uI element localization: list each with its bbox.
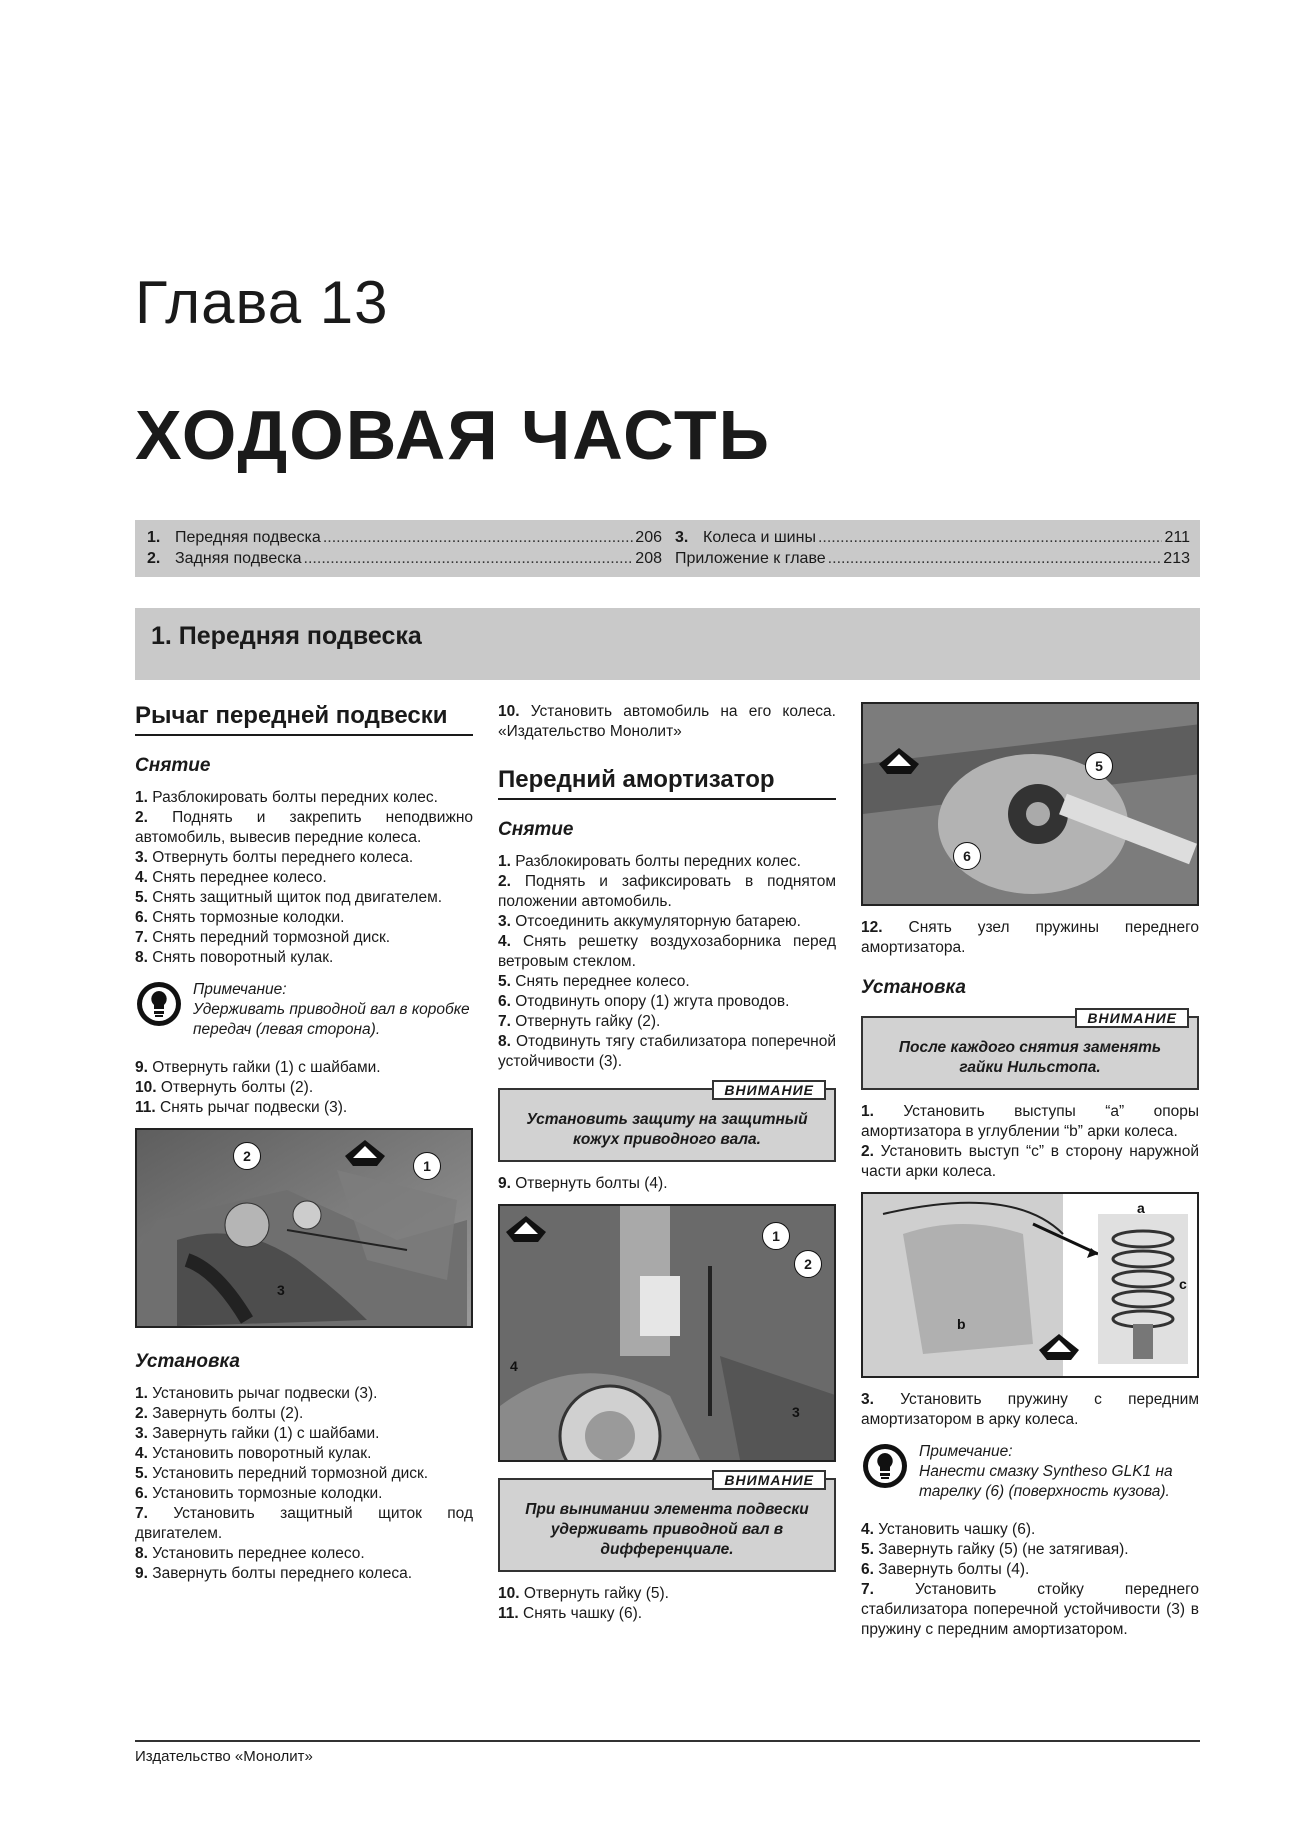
step-item xyxy=(135,848,473,868)
step-number: 5. xyxy=(498,973,511,990)
step-number: 2. xyxy=(861,1143,874,1160)
callout-1: 1 xyxy=(413,1152,441,1180)
installation-steps-continued xyxy=(861,1520,1199,1640)
toc-item-page: 213 xyxy=(1163,550,1190,567)
step-number: 6. xyxy=(135,1485,148,1502)
warning-text: При вынимании элемента подвески удерживать приводной вал в дифференциале. xyxy=(525,1501,809,1558)
note-text xyxy=(919,1442,1199,1502)
step-item xyxy=(135,1444,473,1464)
step-number: 5. xyxy=(861,1541,874,1558)
warning-text: Установить защиту на защитный кожух приводного вала. xyxy=(526,1111,808,1148)
note-body: Нанести смазку Syntheso GLK1 на тарелку (6) (поверхность кузова). xyxy=(919,1463,1173,1500)
step-number: 2. xyxy=(135,1405,148,1422)
subsection-heading: Передний амортизатор xyxy=(498,766,836,800)
callout-5: 5 xyxy=(1085,752,1113,780)
step-item xyxy=(498,972,836,992)
toc-item-page: 211 xyxy=(1164,529,1190,546)
step-text: Установить пружину с передним амортизатором в арку колеса. xyxy=(861,1391,1199,1428)
step-item xyxy=(861,1560,1199,1580)
step-text: Снять узел пружины переднего амортизатора. xyxy=(861,919,1199,956)
step-text: Поднять и закрепить неподвижно автомобиль, вывесив передние колеса. xyxy=(135,809,473,846)
step-text: Снять передний тормозной диск. xyxy=(152,929,391,946)
toc-item-number: 1. xyxy=(147,529,161,546)
subsection-heading: Рычаг передней подвески xyxy=(135,702,473,736)
step-text: Снять чашку (6). xyxy=(523,1605,643,1622)
chapter-number: Глава 13 xyxy=(135,269,389,336)
suspension-arm-photo xyxy=(135,1128,473,1328)
step-item xyxy=(135,788,473,808)
toc-column-left xyxy=(147,527,662,569)
callout-4: 4 xyxy=(510,1358,518,1374)
step-number: 5. xyxy=(135,1465,148,1482)
step-item xyxy=(498,1584,836,1604)
step-text: Установить стойку переднего стабилизатора поперечной устойчивости (3) в пружину с передним амортизатором. xyxy=(861,1581,1199,1638)
publisher-footer: Издательство «Монолит» xyxy=(135,1748,313,1765)
step-text: Снять поворотный кулак. xyxy=(152,949,334,966)
step-number: 5. xyxy=(135,889,148,906)
step-item xyxy=(135,1424,473,1444)
step-item xyxy=(135,868,473,888)
column-3 xyxy=(861,702,1199,1640)
step-number: 7. xyxy=(861,1581,874,1598)
photo-placeholder xyxy=(863,704,1199,904)
callout-6: 6 xyxy=(953,842,981,870)
step-number: 8. xyxy=(135,949,148,966)
note-label: Примечание: xyxy=(193,981,287,998)
warning-tag: ВНИМАНИЕ xyxy=(712,1080,826,1100)
step-number: 4. xyxy=(861,1521,874,1538)
step-number: 6. xyxy=(861,1561,874,1578)
step-item xyxy=(861,1102,1199,1142)
step-item xyxy=(135,1078,473,1098)
toc-leader xyxy=(818,527,1163,548)
step-item xyxy=(498,1032,836,1072)
toc-item[interactable] xyxy=(147,527,662,548)
step-text: Завернуть болты (2). xyxy=(152,1405,304,1422)
removal-steps-continued xyxy=(135,1058,473,1118)
step-text: Снять рычаг подвески (3). xyxy=(160,1099,348,1116)
toc-leader xyxy=(304,548,634,569)
section-title: 1. Передняя подвеска xyxy=(151,622,422,650)
step-item xyxy=(135,948,473,968)
step-item xyxy=(135,1484,473,1504)
installation-heading: Установка xyxy=(861,977,966,998)
step-number: 9. xyxy=(135,1059,148,1076)
photo-placeholder xyxy=(863,1194,1199,1376)
step-item xyxy=(498,932,836,972)
step-number: 3. xyxy=(498,913,511,930)
step-number: 2. xyxy=(498,873,511,890)
step-number: 10. xyxy=(498,1585,520,1602)
removal-steps-end xyxy=(498,1584,836,1624)
step-text: Завернуть гайку (5) (не затягивая). xyxy=(878,1541,1129,1558)
step-item xyxy=(861,1390,1199,1430)
step-number: 1. xyxy=(135,789,148,806)
step-item xyxy=(861,1540,1199,1560)
chapter-title: ХОДОВАЯ ЧАСТЬ xyxy=(135,396,771,474)
step-item xyxy=(135,1504,473,1544)
step-text: Отвернуть болты (4). xyxy=(515,1175,668,1192)
step-text: Поднять и зафиксировать в поднятом положении автомобиль. xyxy=(498,873,836,910)
step-number: 1. xyxy=(498,853,511,870)
step-item xyxy=(135,908,473,928)
toc-item-label: Приложение к главе xyxy=(675,550,826,567)
column-2 xyxy=(498,702,836,1624)
note-box xyxy=(135,980,473,1040)
step-number: 7. xyxy=(135,929,148,946)
step-item xyxy=(135,1564,473,1584)
step-text: Снять защитный щиток под двигателем. xyxy=(152,889,443,906)
step-item xyxy=(135,808,473,848)
toc-leader xyxy=(323,527,633,548)
label-a: a xyxy=(1137,1200,1145,1216)
shock-absorber-photo xyxy=(498,1204,836,1462)
toc-item[interactable] xyxy=(675,527,1190,548)
spring-unit-photo xyxy=(861,702,1199,906)
warning-tag: ВНИМАНИЕ xyxy=(712,1470,826,1490)
step-text: Установить тормозные колодки. xyxy=(152,1485,383,1502)
lightbulb-icon xyxy=(135,980,183,1028)
note-body: Удерживать приводной вал в коробке передач (левая сторона). xyxy=(193,1001,470,1038)
step-item xyxy=(498,1012,836,1032)
note-box xyxy=(861,1442,1199,1502)
warning-box xyxy=(498,1082,836,1162)
section-header xyxy=(135,608,1200,680)
step-item xyxy=(861,918,1199,958)
step-item xyxy=(498,1604,836,1624)
label-c: c xyxy=(1179,1276,1187,1292)
removal-heading: Снятие xyxy=(135,755,211,776)
step-text: Отсоединить аккумуляторную батарею. xyxy=(515,913,801,930)
step-item xyxy=(135,888,473,908)
callout-2: 2 xyxy=(233,1142,261,1170)
step-number: 6. xyxy=(498,993,511,1010)
callout-3: 3 xyxy=(277,1282,285,1298)
callout-1: 1 xyxy=(762,1222,790,1250)
step-item xyxy=(861,1142,1199,1182)
toc-item-number: 2. xyxy=(147,550,161,567)
step-text: Завернуть болты (4). xyxy=(878,1561,1030,1578)
step-number: 2. xyxy=(135,809,148,826)
step-item xyxy=(135,1098,473,1118)
toc-item-label: Задняя подвеска xyxy=(175,550,302,567)
step-number: 9. xyxy=(135,1565,148,1582)
step-number: 4. xyxy=(498,933,511,950)
label-b: b xyxy=(957,1316,966,1332)
warning-box xyxy=(861,1010,1199,1090)
step-text: Отвернуть болты (2). xyxy=(160,1079,314,1096)
step-item xyxy=(498,702,836,742)
callout-2: 2 xyxy=(794,1250,822,1278)
step-text: Разблокировать болты передних колес. xyxy=(152,789,438,806)
removal-steps xyxy=(135,788,473,968)
footer-divider xyxy=(135,1740,1200,1742)
step-item xyxy=(135,1544,473,1564)
step-text: Установить защитный щиток под двигателем. xyxy=(135,1505,473,1542)
note-label: Примечание: xyxy=(919,1443,1013,1460)
step-item xyxy=(135,1464,473,1484)
step-number: 4. xyxy=(135,869,148,886)
installation-heading: Установка xyxy=(135,1351,240,1372)
installation-steps xyxy=(861,1102,1199,1182)
step-text: Отвернуть гайки (1) с шайбами. xyxy=(152,1059,381,1076)
step-text: Отвернуть гайку (5). xyxy=(523,1585,669,1602)
step-text: Установить автомобиль на его колеса. «Издательство Монолит» xyxy=(498,703,836,740)
step-text: Завернуть болты переднего колеса. xyxy=(152,1565,413,1582)
warning-tag: ВНИМАНИЕ xyxy=(1075,1008,1189,1028)
step-text: Отвернуть гайку (2). xyxy=(515,1013,661,1030)
step-text: Отодвинуть опору (1) жгута проводов. xyxy=(515,993,790,1010)
toc-item-number: 3. xyxy=(675,529,689,546)
step-number: 7. xyxy=(135,1505,148,1522)
toc-leader xyxy=(828,548,1162,569)
step-number: 3. xyxy=(135,849,148,866)
lightbulb-icon xyxy=(861,1442,909,1490)
step-text: Снять переднее колесо. xyxy=(152,869,327,886)
step-number: 12. xyxy=(861,919,883,936)
column-1 xyxy=(135,702,473,1584)
toc-item[interactable] xyxy=(147,548,662,569)
installation-steps xyxy=(135,1384,473,1584)
step-number: 3. xyxy=(861,1391,874,1408)
step-item xyxy=(135,1058,473,1078)
wheel-arch-diagram xyxy=(861,1192,1199,1378)
table-of-contents xyxy=(135,520,1200,577)
step-text: Установить переднее колесо. xyxy=(152,1545,365,1562)
removal-steps xyxy=(498,852,836,1072)
step-number: 1. xyxy=(861,1103,874,1120)
step-number: 11. xyxy=(498,1605,519,1622)
step-number: 9. xyxy=(498,1175,511,1192)
step-number: 4. xyxy=(135,1445,148,1462)
callout-3: 3 xyxy=(792,1404,800,1420)
step-number: 1. xyxy=(135,1385,148,1402)
step-number: 11. xyxy=(135,1099,156,1116)
note-text xyxy=(193,980,473,1040)
step-text: Снять тормозные колодки. xyxy=(152,909,345,926)
step-text: Установить поворотный кулак. xyxy=(152,1445,372,1462)
step-item xyxy=(135,928,473,948)
step-item xyxy=(135,1384,473,1404)
step-text: Снять переднее колесо. xyxy=(515,973,690,990)
toc-item-page: 206 xyxy=(635,529,662,546)
step-number: 8. xyxy=(135,1545,148,1562)
toc-item-page: 208 xyxy=(635,550,662,567)
step-number: 3. xyxy=(135,1425,148,1442)
step-text: Завернуть гайки (1) с шайбами. xyxy=(152,1425,380,1442)
removal-heading: Снятие xyxy=(498,819,574,840)
step-text: Установить чашку (6). xyxy=(878,1521,1036,1538)
step-item xyxy=(498,992,836,1012)
toc-item-label: Колеса и шины xyxy=(703,529,816,546)
warning-box xyxy=(498,1472,836,1572)
step-item xyxy=(861,1520,1199,1540)
step-item xyxy=(498,912,836,932)
step-number: 6. xyxy=(135,909,148,926)
step-item xyxy=(498,852,836,872)
step-number: 10. xyxy=(498,703,520,720)
step-text: Разблокировать болты передних колес. xyxy=(515,853,801,870)
step-item xyxy=(135,1404,473,1424)
step-item xyxy=(498,872,836,912)
step-text: Отвернуть болты переднего колеса. xyxy=(152,849,414,866)
toc-item-label: Передняя подвеска xyxy=(175,529,321,546)
toc-column-right xyxy=(675,527,1190,569)
warning-text: После каждого снятия заменять гайки Нильстопа. xyxy=(898,1039,1162,1076)
step-text: Установить рычаг подвески (3). xyxy=(152,1385,378,1402)
step-item xyxy=(861,1580,1199,1640)
step-text: Установить передний тормозной диск. xyxy=(152,1465,429,1482)
toc-item[interactable] xyxy=(675,548,1190,569)
step-text: Установить выступ “c” в сторону наружной части арки колеса. xyxy=(861,1143,1199,1180)
step-item xyxy=(498,1174,836,1194)
step-text: Отодвинуть тягу стабилизатора поперечной устойчивости (3). xyxy=(498,1033,836,1070)
step-text: Установить выступы “a” опоры амортизатора в углублении “b” арки колеса. xyxy=(861,1103,1199,1140)
step-number: 7. xyxy=(498,1013,511,1030)
step-number: 10. xyxy=(135,1079,157,1096)
step-text: Снять решетку воздухозаборника перед ветровым стеклом. xyxy=(498,933,836,970)
step-number: 8. xyxy=(498,1033,511,1050)
